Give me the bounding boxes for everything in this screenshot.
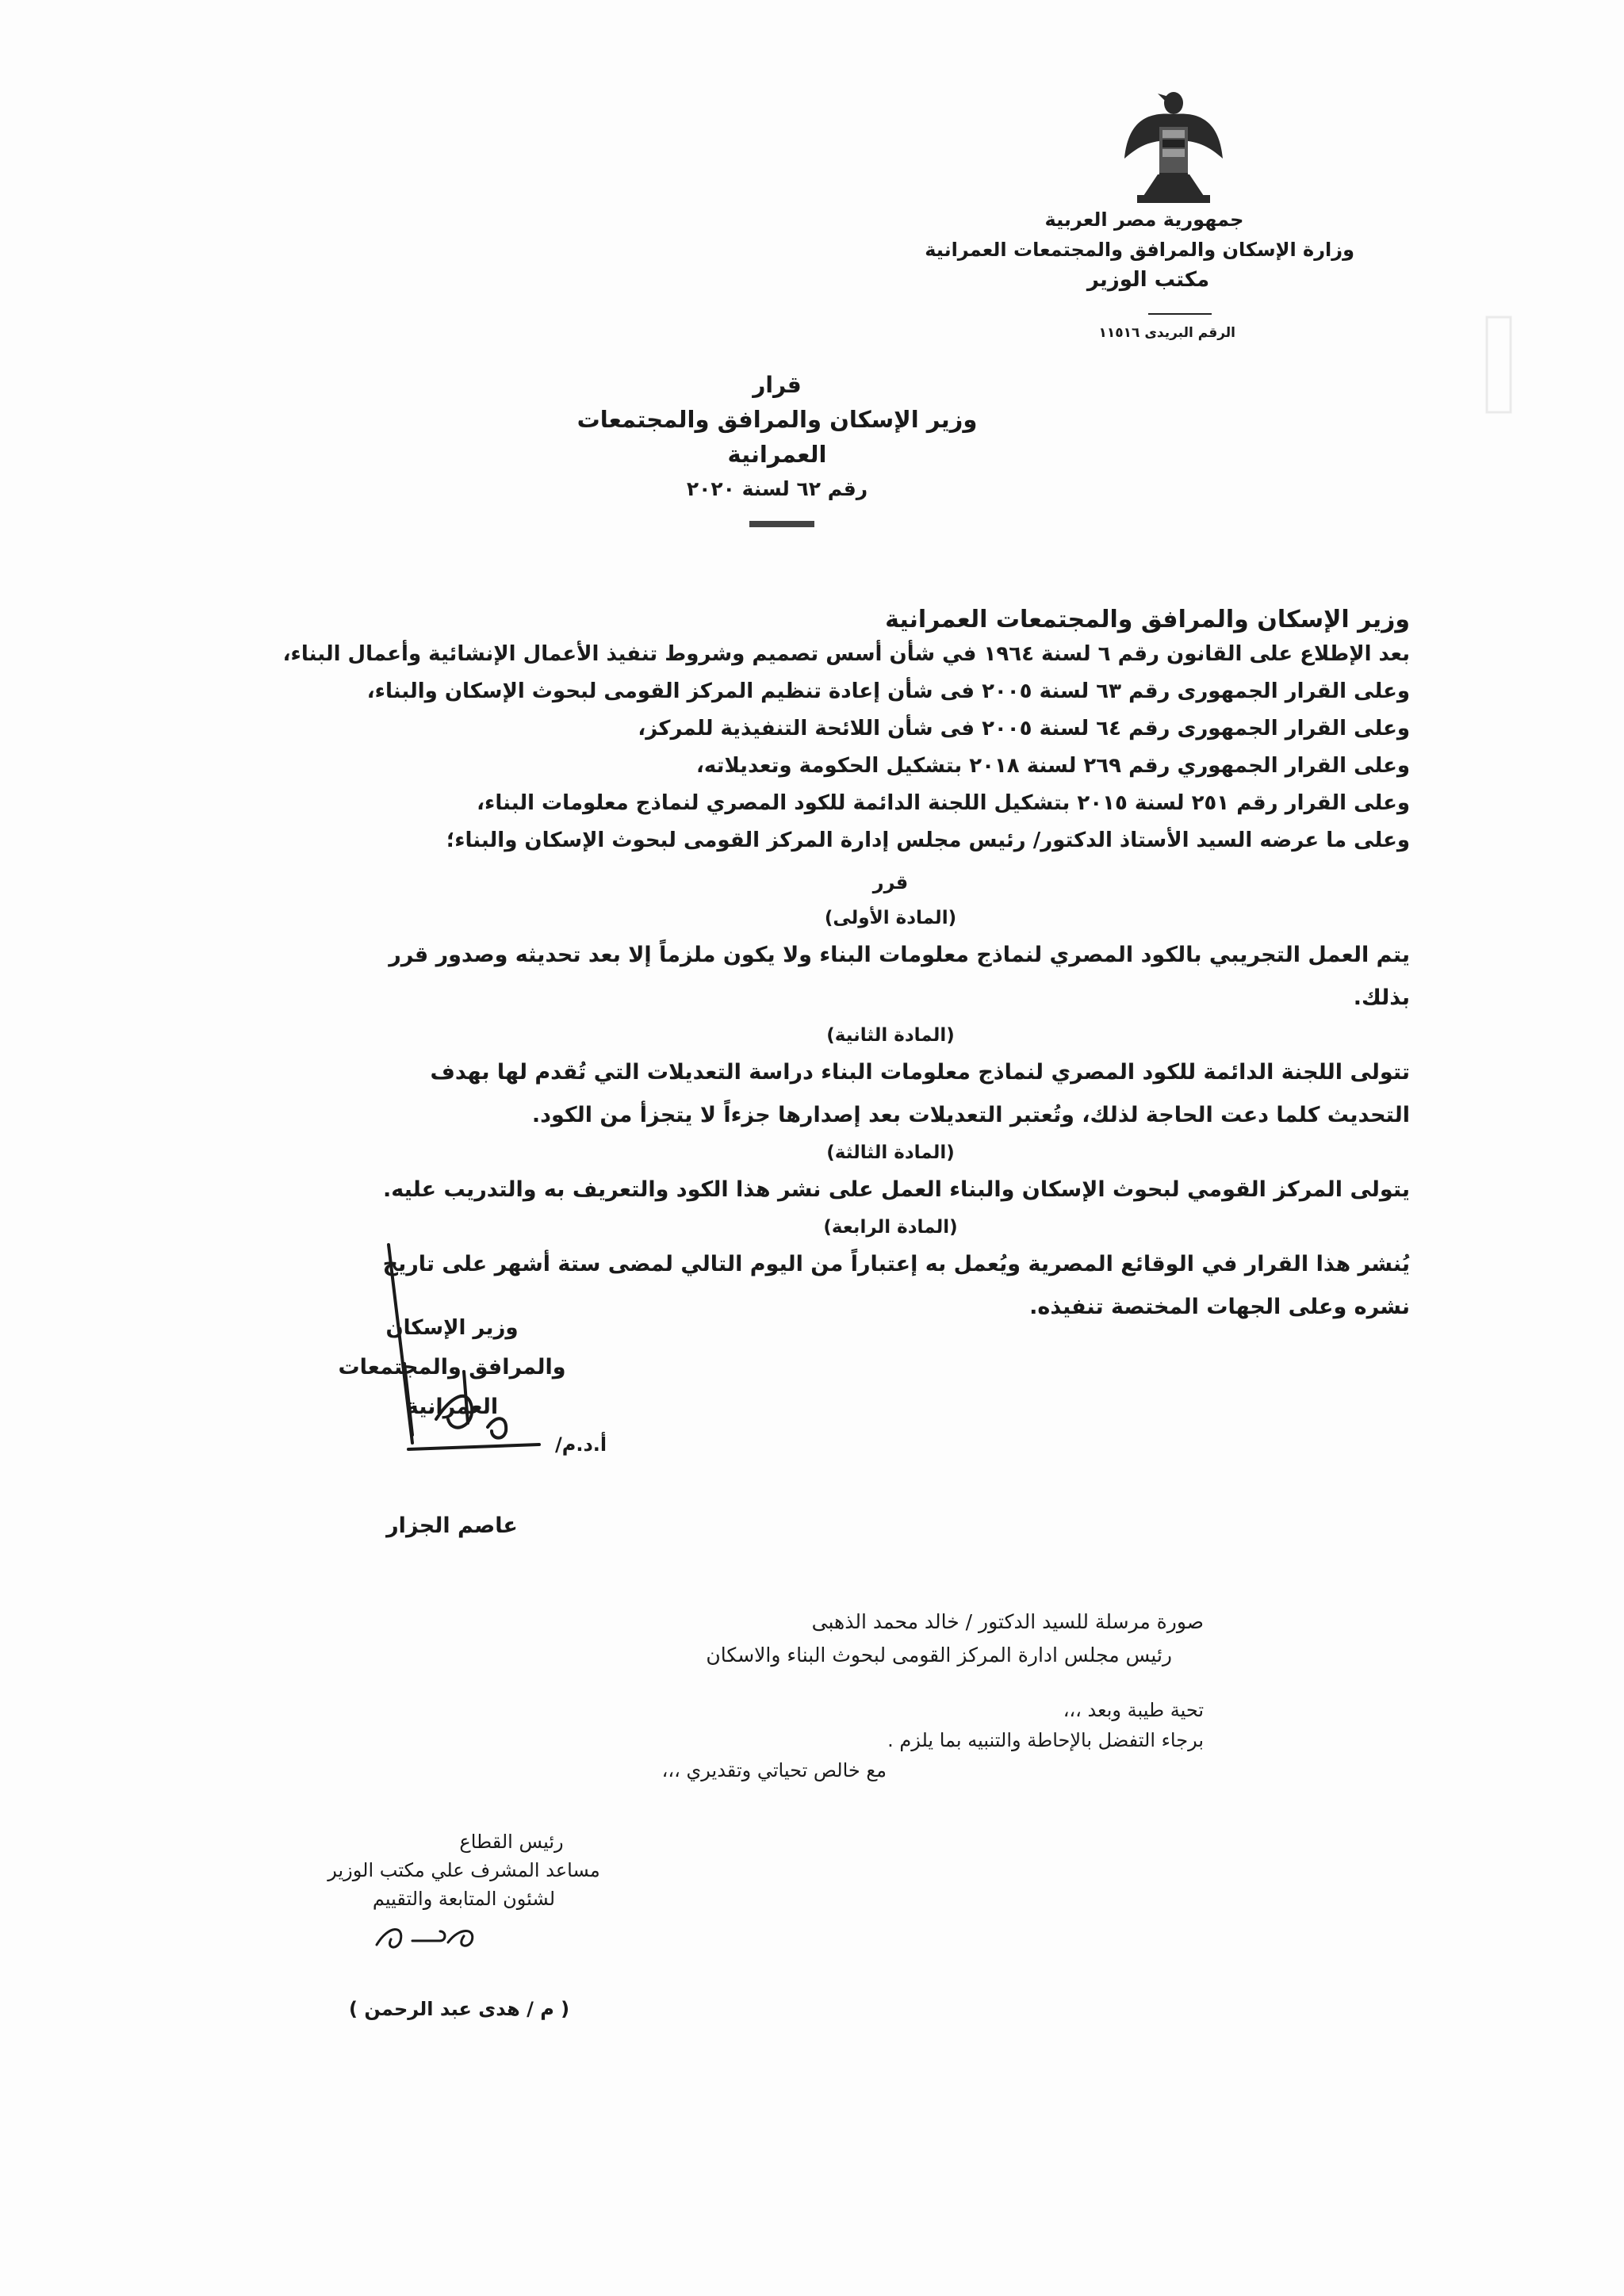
minister-name: عاصم الجزار bbox=[386, 1513, 518, 1538]
preamble-heading: وزير الإسكان والمرافق والمجتمعات العمرانية bbox=[885, 606, 1410, 633]
copy-notice bbox=[252, 1605, 1204, 1672]
header-divider bbox=[1148, 313, 1212, 315]
postal-code: الرقم البريدى ١١٥١٦ bbox=[1098, 325, 1235, 341]
sector-title: لشئون المتابعة والتقييم bbox=[372, 1888, 556, 1910]
greeting-block bbox=[252, 1695, 1204, 1785]
decree-number: رقم ٦٢ لسنة ٢٠٢٠ bbox=[686, 477, 868, 500]
article-text: يتم العمل التجريبي بالكود المصري لنماذج معلومات البناء ولا يكون ملزماً إلا بعد تحديثه وصدور قرر بذلك. bbox=[389, 943, 1410, 1010]
article-title: (المادة الرابعة) bbox=[823, 1217, 958, 1238]
title-divider bbox=[749, 521, 814, 527]
minister-prefix: أ.د.م/ bbox=[555, 1433, 607, 1456]
preamble-line: بعد الإطلاع على القانون رقم ٦ لسنة ١٩٦٤ في شأن أسس تصميم وشروط تنفيذ الأعمال الإنشائية وأعمال البناء، bbox=[282, 642, 1410, 666]
decree-body bbox=[282, 604, 1410, 1329]
preamble-line: وعلى ما عرضه السيد الأستاذ الدكتور/ رئيس مجلس إدارة المركز القومى لبحوث الإسكان والبناء؛ bbox=[446, 828, 1410, 852]
copy-recipient-title: رئيس مجلس ادارة المركز القومى لبحوث البناء والاسكان bbox=[706, 1644, 1172, 1667]
country-name: جمهورية مصر العربية bbox=[1044, 209, 1244, 231]
preamble-line: وعلى القرار الجمهوري رقم ٢٦٩ لسنة ٢٠١٨ بتشكيل الحكومة وتعديلاته، bbox=[696, 754, 1410, 778]
preamble-line: وعلى القرار الجمهورى رقم ٦٣ لسنة ٢٠٠٥ فى شأن إعادة تنظيم المركز القومى لبحوث الإسكان والبناء، bbox=[366, 679, 1410, 703]
article-text: يتولى المركز القومي لبحوث الإسكان والبناء العمل على نشر هذا الكود والتعريف به والتدريب عليه. bbox=[382, 1177, 1410, 1202]
eagle-emblem-icon bbox=[1110, 79, 1237, 206]
minister-signature-block bbox=[309, 1308, 595, 1546]
office-name: مكتب الوزير bbox=[1086, 268, 1210, 292]
decree-issuer: وزير الإسكان والمرافق والمجتمعات العمرانية bbox=[576, 406, 978, 468]
sector-handwritten-signature bbox=[369, 1917, 496, 1957]
article-title: (المادة الثالثة) bbox=[826, 1142, 955, 1163]
minister-title: والمرافق والمجتمعات العمرانية bbox=[338, 1355, 566, 1419]
ministry-name: وزارة الإسكان والمرافق والمجتمعات العمرانية bbox=[925, 239, 1354, 261]
decree-word: قرار bbox=[753, 372, 802, 398]
preamble-line: وعلى القرار الجمهورى رقم ٦٤ لسنة ٢٠٠٥ فى شأن اللائحة التنفيذية للمركز، bbox=[638, 717, 1410, 740]
sector-title: رئيس القطاع bbox=[459, 1831, 564, 1853]
closing-line: مع خالص تحياتي وتقديري ،،، bbox=[661, 1759, 887, 1781]
sector-signature-block bbox=[285, 1827, 642, 1913]
decided-word: قرر bbox=[872, 871, 909, 894]
sector-title: مساعد المشرف علي مكتب الوزير bbox=[327, 1859, 600, 1881]
copy-recipient: صورة مرسلة للسيد الدكتور / خالد محمد الذهبى bbox=[811, 1610, 1204, 1633]
article-title: (المادة الثانية) bbox=[826, 1025, 955, 1046]
article-title: (المادة الأولى) bbox=[824, 908, 957, 928]
minister-title: وزير الإسكان bbox=[385, 1316, 519, 1340]
decree-title-block bbox=[571, 369, 983, 507]
request-line: برجاء التفضل بالإحاطة والتنبيه بما يلزم . bbox=[887, 1729, 1204, 1751]
sector-head-name: ( م / هدى عبد الرحمن ) bbox=[349, 1998, 570, 2020]
article-text: يُنشر هذا القرار في الوقائع المصرية ويُعمل به إعتباراً من اليوم التالي لمضى ستة أشهر على تاريخ نشره وعلى الجهات المختصة تنفيذه. bbox=[382, 1252, 1410, 1319]
article-text: تتولى اللجنة الدائمة للكود المصري لنماذج معلومات البناء دراسة التعديلات التي تُقدم لها بهدف التحديث كلما دعت الحاجة لذلك، وتُعتبر التعديلات بعد إصدارها جزءاً لا يتجزأ من الكود. bbox=[430, 1060, 1410, 1127]
faint-stamp-mark bbox=[1483, 313, 1515, 416]
greeting-line: تحية طيبة وبعد ،،، bbox=[1063, 1699, 1204, 1721]
preamble-line: وعلى القرار رقم ٢٥١ لسنة ٢٠١٥ بتشكيل اللجنة الدائمة للكود المصري لنماذج معلومات البناء، bbox=[477, 791, 1410, 815]
ministry-header bbox=[925, 205, 1354, 295]
